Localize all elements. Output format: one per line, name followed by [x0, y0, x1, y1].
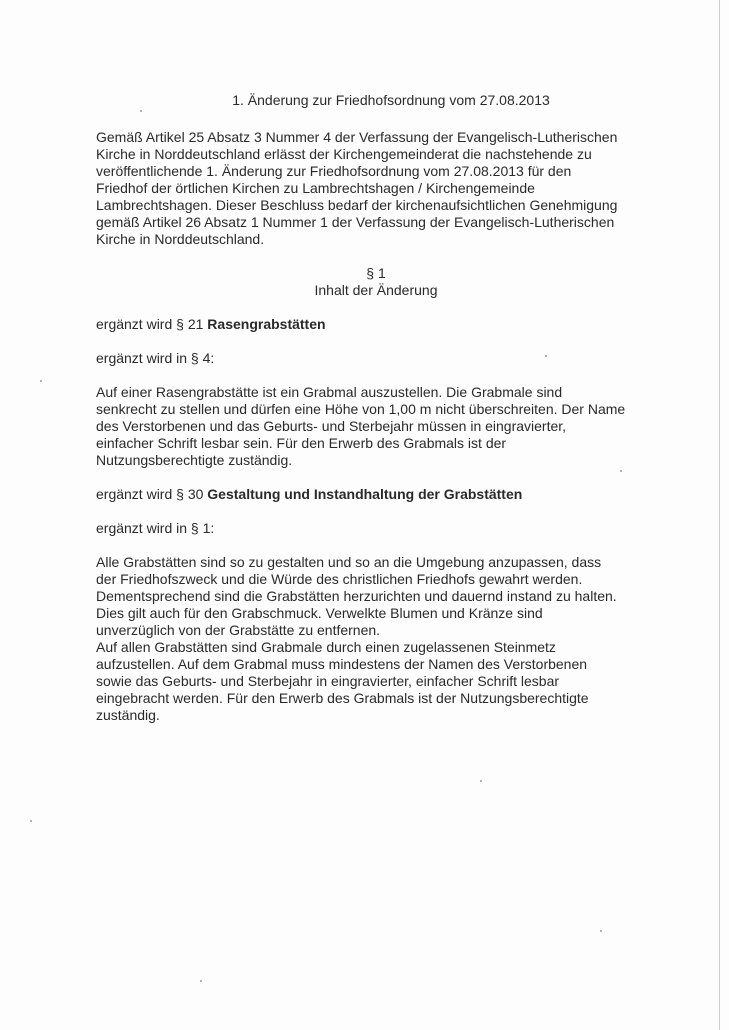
change2-line: sowie das Geburts- und Sterbejahr in eingravierter, einfacher Schrift lesbar: [96, 673, 560, 689]
change2-line: zuständig.: [96, 707, 160, 723]
preamble-line: Friedhof der örtlichen Kirchen zu Lambrechtshagen / Kirchengemeinde: [96, 180, 535, 196]
change1-line: einfacher Schrift lesbar sein. Für den Erwerb des Grabmals ist der: [96, 435, 507, 451]
change2-subject: Gestaltung und Instandhaltung der Grabstätten: [207, 486, 523, 502]
preamble-line: Kirche in Norddeutschland.: [96, 231, 265, 247]
change2-line: unverzüglich von der Grabstätte zu entfernen.: [96, 622, 381, 638]
change1-line: Auf einer Rasengrabstätte ist ein Grabmal auszustellen. Die Grabmale sind: [96, 384, 563, 400]
section-heading: [96, 265, 656, 299]
change1-prefix: ergänzt wird § 21: [96, 316, 208, 332]
change2-subheading: ergänzt wird in § 1:: [96, 520, 215, 536]
change1-heading: [96, 316, 656, 333]
change1-subject: Rasengrabstätten: [207, 316, 326, 332]
preamble-paragraph: [96, 129, 656, 248]
change2-heading: [96, 486, 656, 503]
change1-line: Nutzungsberechtigte zuständig.: [96, 452, 293, 468]
change1-subheading: ergänzt wird in § 4:: [96, 350, 215, 366]
change2-line: eingebracht werden. Für den Erwerb des Grabmals ist der Nutzungsberechtigte: [96, 690, 589, 706]
scan-speck: [40, 380, 42, 382]
change2-paragraph: [96, 554, 656, 724]
change2-prefix: ergänzt wird § 30: [96, 486, 208, 502]
change2-line: Dies gilt auch für den Grabschmuck. Verwelkte Blumen und Kränze sind: [96, 605, 543, 621]
scan-speck: [200, 980, 202, 982]
preamble-line: Kirche in Norddeutschland erlässt der Kirchengemeinderat die nachstehende zu: [96, 146, 592, 162]
document-title: 1. Änderung zur Friedhofsordnung vom 27.08.2013: [232, 92, 550, 108]
change2-line: der Friedhofszweck und die Würde des christlichen Friedhofs gewahrt werden.: [96, 571, 583, 587]
change1-line: des Verstorbenen und das Geburts- und Sterbejahr müssen in eingravierter,: [96, 418, 567, 434]
page-edge-line: [719, 0, 720, 1030]
preamble-line: Gemäß Artikel 25 Absatz 3 Nummer 4 der Verfassung der Evangelisch-Lutherischen: [96, 129, 618, 145]
change2-line: Auf allen Grabstätten sind Grabmale durch einen zugelassenen Steinmetz: [96, 639, 556, 655]
change2-line: Dementsprechend sind die Grabstätten herzurichten und dauernd instand zu halten.: [96, 588, 617, 604]
preamble-line: Lambrechtshagen. Dieser Beschluss bedarf der kirchenaufsichtlichen Genehmigung: [96, 197, 618, 213]
section-title: Inhalt der Änderung: [314, 282, 438, 298]
change1-line: senkrecht zu stellen und dürfen eine Höhe von 1,00 m nicht überschreiten. Der Name: [96, 401, 626, 417]
scan-speck: [480, 780, 482, 782]
scan-speck: [30, 820, 32, 822]
change1-paragraph: [96, 384, 656, 469]
scan-speck: [600, 930, 602, 932]
document-body: [96, 92, 656, 741]
change2-line: Alle Grabstätten sind so zu gestalten und so an die Umgebung anzupassen, dass: [96, 554, 602, 570]
preamble-line: gemäß Artikel 26 Absatz 1 Nummer 1 der Verfassung der Evangelisch-Lutherischen: [96, 214, 615, 230]
change2-line: aufzustellen. Auf dem Grabmal muss mindestens der Namen des Verstorbenen: [96, 656, 588, 672]
preamble-line: veröffentlichende 1. Änderung zur Friedhofsordnung vom 27.08.2013 für den: [96, 163, 572, 179]
section-number: § 1: [366, 265, 386, 281]
